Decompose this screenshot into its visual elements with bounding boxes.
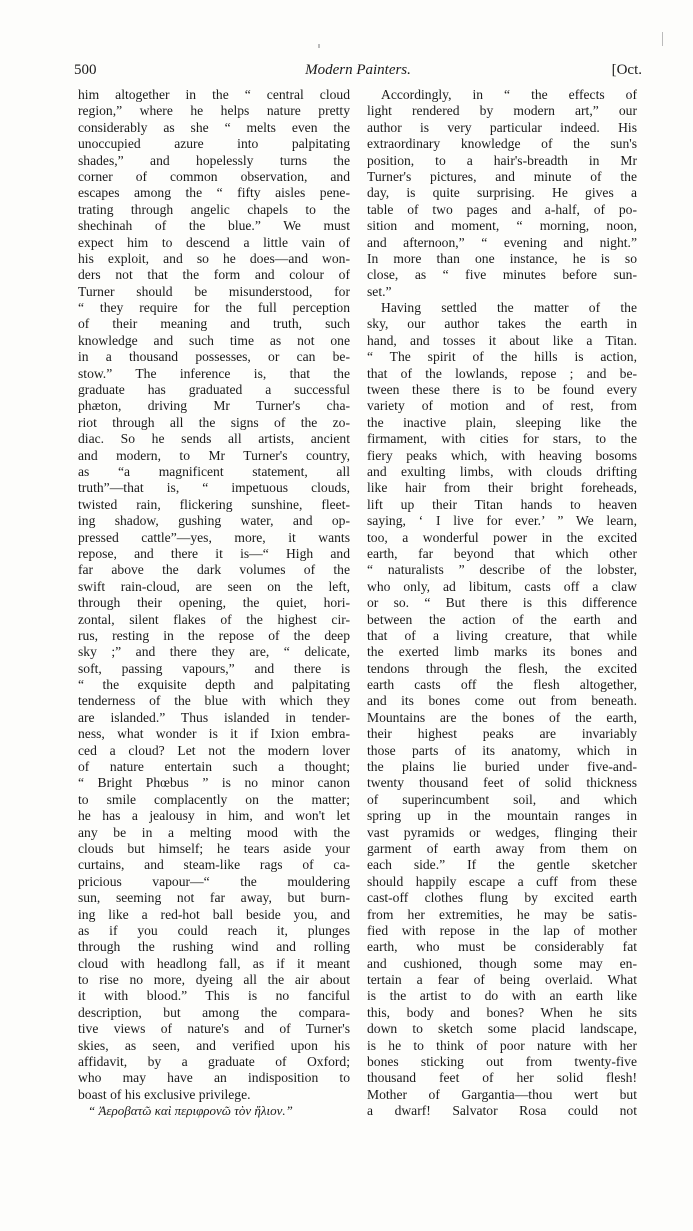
text-line: tive views of nature's and of Turner's <box>78 1021 350 1037</box>
header-month: [Oct. <box>611 62 642 78</box>
text-line: a dwarf! Salvator Rosa could not <box>367 1103 637 1119</box>
text-line: curtains, and steam-like rags of ca- <box>78 857 350 873</box>
text-line: rus, resting in the repose of the deep <box>78 627 350 643</box>
text-line: of nature entertain such a thought; <box>78 759 350 775</box>
text-line: are islanded.” Thus islanded in tender- <box>78 709 350 725</box>
text-line: affidavit, by a graduate of Oxford; <box>78 1054 350 1070</box>
text-line: skies, as seen, and verified upon his <box>78 1037 350 1053</box>
text-line: shades,” and hopelessly turns the <box>78 152 350 168</box>
text-line: their highest peaks are invariably <box>367 726 637 742</box>
text-line: and exulting limbs, with clouds drifting <box>367 463 637 479</box>
text-line: or so. “ But there is this difference <box>367 595 637 611</box>
text-line: he has a jealousy in him, and won't let <box>78 808 350 824</box>
text-line: tendons through the flesh, the excited <box>367 660 637 676</box>
text-line: expect him to descend a little vain of <box>78 234 350 250</box>
text-line: like hair from their bright foreheads, <box>367 480 637 496</box>
page-number: 500 <box>74 62 97 78</box>
text-line: earth casts off the flesh altogether, <box>367 677 637 693</box>
right-text-column <box>367 87 637 1120</box>
text-line: ness, what wonder is it if Ixion embra- <box>78 726 350 742</box>
text-line: this, body and bones? When he sits <box>367 1004 637 1020</box>
text-line: day, is quite surprising. He gives a <box>367 185 637 201</box>
text-line: riot through all the signs of the zo- <box>78 414 350 430</box>
text-line: set.” <box>367 283 392 299</box>
left-text-column <box>78 87 350 1120</box>
text-line: is the artist to do with an earth like <box>367 988 637 1004</box>
page-edge-mark <box>662 32 663 46</box>
text-line: is he to think of poor nature with her <box>367 1037 637 1053</box>
text-line: diac. So he sends all artists, ancient <box>78 431 350 447</box>
text-line: each side.” If the gentle sketcher <box>367 857 637 873</box>
text-line: ced a cloud? Let not the modern lover <box>78 742 350 758</box>
text-line: of their meaning and truth, such <box>78 316 350 332</box>
text-line: sky, our author takes the earth in <box>367 316 637 332</box>
text-line: phæton, driving Mr Turner's cha- <box>78 398 350 414</box>
text-line: fied with repose in the lap of mother <box>367 922 637 938</box>
page-speck <box>318 44 320 48</box>
text-line: through their opening, the quiet, hori- <box>78 595 350 611</box>
text-line: down to sketch some placid landscape, <box>367 1021 637 1037</box>
text-line: fiery peaks which, with heaving bosoms <box>367 447 637 463</box>
text-line: twenty thousand feet of solid thickness <box>367 775 637 791</box>
text-line: pressed cattle”—yes, more, it wants <box>78 529 350 545</box>
text-line: pricious vapour—“ the mouldering <box>78 873 350 889</box>
text-line: and its bones come out from beneath. <box>367 693 637 709</box>
text-line: tertain a fear of being overlaid. What <box>367 972 637 988</box>
text-line: spring up in the mountain ranges in <box>367 808 637 824</box>
text-line: him altogether in the “ central cloud <box>78 87 350 102</box>
text-line: should happily escape a cuff from these <box>367 873 637 889</box>
text-line: position, to a hair's-breadth in Mr <box>367 152 637 168</box>
text-line: trating through angelic chapels to the <box>78 201 350 217</box>
text-line: Accordingly, in “ the effects of <box>381 87 637 102</box>
text-line: Mother of Gargantia—thou wert but <box>367 1086 637 1102</box>
text-line: graduate has graduated a successful <box>78 382 350 398</box>
text-line: clouds but himself; he tears aside your <box>78 840 350 856</box>
text-line: cloud with headlong fall, as if it meant <box>78 955 350 971</box>
text-line: bones sticking out from twenty-five <box>367 1054 637 1070</box>
text-line: corner of common observation, and <box>78 168 350 184</box>
text-line: boast of his exclusive privilege. <box>78 1086 251 1102</box>
text-line: region,” where he helps nature pretty <box>78 103 350 119</box>
text-line: in a thousand possesses, or can be- <box>78 349 350 365</box>
text-line: “ they require for the full perception <box>78 300 350 316</box>
text-line: Turner's pictures, and minute of the <box>367 168 637 184</box>
text-line: ders not that the form and colour of <box>78 267 350 283</box>
text-line: the inactive plain, sleeping like the <box>367 414 637 430</box>
text-line: from her extremities, he may be satis- <box>367 906 637 922</box>
text-line: and afternoon,” “ evening and night.” <box>367 234 637 250</box>
text-line: variety of motion and of rest, from <box>367 398 637 414</box>
text-line: tenderness of the blue with which they <box>78 693 350 709</box>
text-line: and cushioned, though some may en- <box>367 955 637 971</box>
text-line: garment of earth away from them on <box>367 840 637 856</box>
text-line: who may have an indisposition to <box>78 1070 350 1086</box>
text-line: any be in a melting mood with the <box>78 824 350 840</box>
text-line: stow.” The inference is, that the <box>78 365 350 381</box>
text-line: to smile complacently on the matter; <box>78 791 350 807</box>
text-line: that of a living creature, that while <box>367 627 637 643</box>
text-line: repose, and there it is—“ High and <box>78 545 350 561</box>
text-line: ing like a red-hot ball beside you, and <box>78 906 350 922</box>
text-line: lift up their Titan hands to heaven <box>367 496 637 512</box>
text-line: between the action of the earth and <box>367 611 637 627</box>
text-line: considerably as she “ melts even the <box>78 119 350 135</box>
text-line: swift rain-cloud, are seen on the left, <box>78 578 350 594</box>
text-line: too, a wonderful power in the excited <box>367 529 637 545</box>
text-line: ing shadow, gushing water, and op- <box>78 513 350 529</box>
text-line: close, as “ five minutes before sun- <box>367 267 637 283</box>
text-line: his exploit, and so he does—and won- <box>78 250 350 266</box>
text-line: it with blood.” This is no fanciful <box>78 988 350 1004</box>
text-line: earth, who must be considerably fat <box>367 939 637 955</box>
text-line: “ naturalists ” describe of the lobster, <box>367 562 637 578</box>
text-line: vast pyramids or wedges, flinging their <box>367 824 637 840</box>
text-line: truth”—that is, “ impetuous clouds, <box>78 480 350 496</box>
text-line: “ The spirit of the hills is action, <box>367 349 637 365</box>
text-line: soft, passing vapours,” and there is <box>78 660 350 676</box>
text-line: Turner should be misunderstood, for <box>78 283 350 299</box>
text-line: “ Bright Phœbus ” is no minor canon <box>78 775 350 791</box>
text-line: zontal, silent flakes of the highest cir- <box>78 611 350 627</box>
text-line: author is very particular indeed. His <box>367 119 637 135</box>
text-line: sky ;” and there they are, “ delicate, <box>78 644 350 660</box>
text-line: who only, ad libitum, casts off a claw <box>367 578 637 594</box>
text-line: to rise no more, dyeing all the air about <box>78 972 350 988</box>
text-line: shechinah of the blue.” We must <box>78 218 350 234</box>
text-line: In more than one instance, he is so <box>367 250 637 266</box>
text-line: hand, and tosses it about like a Titan. <box>367 332 637 348</box>
text-line: earth, far beyond that which other <box>367 545 637 561</box>
text-line: saying, ‘ I live for ever.’ ” We learn, <box>367 513 637 529</box>
text-line: firmament, with cities for stars, to the <box>367 431 637 447</box>
text-line: extraordinary knowledge of the sun's <box>367 136 637 152</box>
text-line: as if you could reach it, plunges <box>78 922 350 938</box>
text-line: those parts of its anatomy, which in <box>367 742 637 758</box>
text-line: escapes among the “ fifty aisles pene- <box>78 185 350 201</box>
text-line: description, but among the compara- <box>78 1004 350 1020</box>
text-line: Mountains are the bones of the earth, <box>367 709 637 725</box>
text-line: as “a magnificent statement, all <box>78 463 350 479</box>
text-line: that of the lowlands, repose ; and be- <box>367 365 637 381</box>
text-line: the exerted limb marks its bones and <box>367 644 637 660</box>
text-line: thousand feet of her solid flesh! <box>367 1070 637 1086</box>
text-line: table of two pages and a-half, of po- <box>367 201 637 217</box>
greek-quote: “ Ἀεροβατῶ καὶ περιφρονῶ τὸν ἥλιον.” <box>88 1103 293 1119</box>
text-line: twisted rain, flickering sunshine, fleet- <box>78 496 350 512</box>
text-line: knowledge and such time as not one <box>78 332 350 348</box>
text-line: the plains lie buried under five-and- <box>367 759 637 775</box>
running-title: Modern Painters. <box>305 62 411 78</box>
text-line: sition and moment, “ morning, noon, <box>367 218 637 234</box>
text-line: of superincumbent soil, and which <box>367 791 637 807</box>
text-line: far above the dark volumes of the <box>78 562 350 578</box>
text-line: and modern, to Mr Turner's country, <box>78 447 350 463</box>
text-line: “ the exquisite depth and palpitating <box>78 677 350 693</box>
running-header <box>74 62 642 86</box>
text-line: sun, seeming not far away, but burn- <box>78 890 350 906</box>
text-line: unoccupied azure into palpitating <box>78 136 350 152</box>
text-line: light rendered by modern art,” our <box>367 103 637 119</box>
text-line: tween these there is to be found every <box>367 382 637 398</box>
text-line: Having settled the matter of the <box>381 300 637 316</box>
text-line: through the rushing wind and rolling <box>78 939 350 955</box>
text-line: cast-off clothes flung by excited earth <box>367 890 637 906</box>
